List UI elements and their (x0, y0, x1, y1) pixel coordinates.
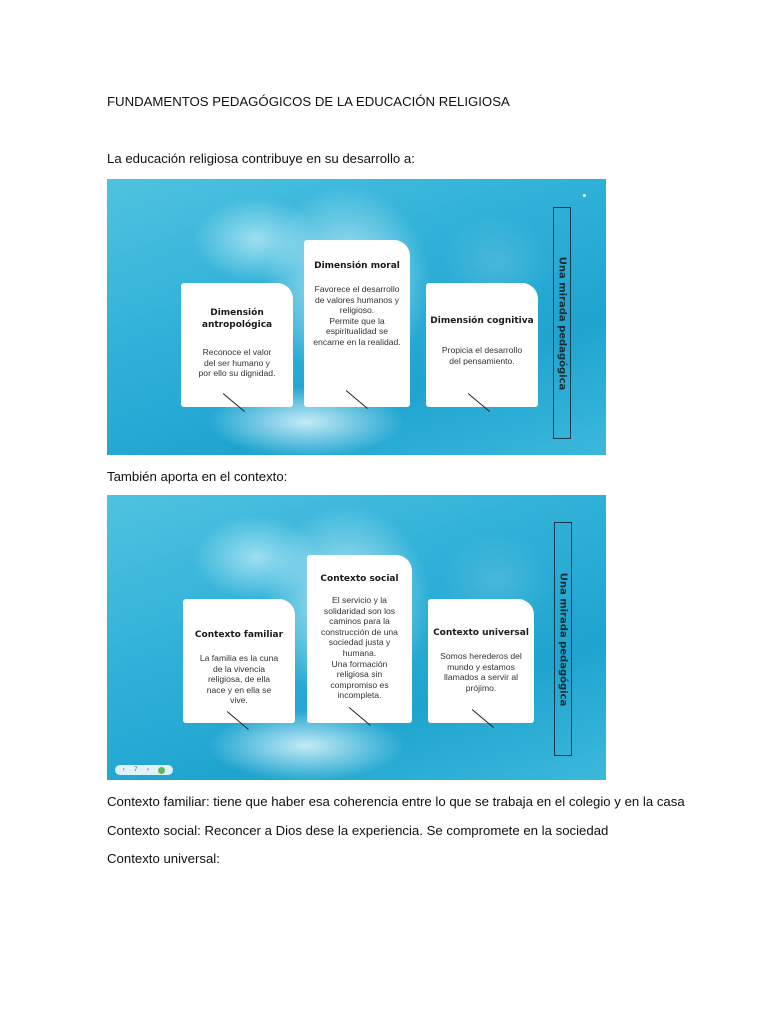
side-label-box (554, 522, 572, 756)
intro-paragraph: La educación religiosa contribuye en su desarrollo a: (107, 151, 415, 166)
card-title: Contexto familiar (194, 630, 284, 640)
side-label: Una mirada pedagógica (556, 256, 568, 390)
card-context-family (183, 599, 295, 723)
card-body: Reconoce el valor del ser humano y por ello su dignidad. (198, 347, 276, 379)
slide-dimensions-image (107, 179, 606, 455)
diagonal-line-icon (468, 393, 490, 412)
card-title: Dimensión antropológica (201, 308, 273, 330)
diagonal-line-icon (223, 393, 245, 412)
nav-prev-icon[interactable]: ‹ (122, 767, 125, 773)
dot-mark (583, 194, 586, 197)
document-title: FUNDAMENTOS PEDAGÓGICOS DE LA EDUCACIÓN RELIGIOSA (107, 94, 510, 109)
card-body: Favorece el desarrollo de valores humanos y religioso. Permite que la espiritualidad se encarne en la realidad. (313, 284, 401, 347)
note-family-context: Contexto familiar: tiene que haber esa coherencia entre lo que se trabaja en el colegio y en la casa (107, 794, 685, 809)
diagonal-line-icon (346, 390, 368, 409)
nav-page-number: 7 (134, 767, 138, 773)
note-universal-context: Contexto universal: (107, 851, 220, 866)
card-dimension-anthropological (181, 283, 293, 407)
note-social-context: Contexto social: Reconcer a Dios dese la experiencia. Se compromete en la sociedad (107, 823, 609, 838)
card-context-social (307, 555, 412, 723)
card-context-universal (428, 599, 534, 723)
card-title: Dimensión moral (314, 261, 400, 271)
card-title: Dimensión cognitiva (430, 316, 534, 326)
card-dimension-cognitive (426, 283, 538, 407)
card-body: El servicio y la solidaridad son los caminos para la construcción de una sociedad justa y humana. Una formación religiosa sin compromiso es incompleta. (321, 595, 398, 701)
context-paragraph: También aporta en el contexto: (107, 469, 288, 484)
side-label-box (553, 207, 571, 439)
nav-next-icon[interactable]: › (146, 767, 149, 773)
diagonal-line-icon (227, 711, 249, 730)
card-dimension-moral (304, 240, 410, 407)
card-title: Contexto social (320, 574, 399, 584)
card-body: Propicia el desarrollo del pensamiento. (441, 345, 523, 366)
card-body: Somos herederos del mundo y estamos llamados a servir al prójimo. (440, 651, 522, 693)
slide-navigation (115, 765, 173, 775)
diagonal-line-icon (472, 709, 494, 728)
card-body: La familia es la cuna de la vivencia religiosa, de ella nace y en ella se vive. (199, 653, 279, 706)
slide-contexts-image (107, 495, 606, 780)
nav-play-icon[interactable] (158, 767, 165, 774)
card-title: Contexto universal (433, 628, 529, 638)
diagonal-line-icon (349, 707, 371, 726)
side-label: Una mirada pedagógica (557, 572, 569, 706)
